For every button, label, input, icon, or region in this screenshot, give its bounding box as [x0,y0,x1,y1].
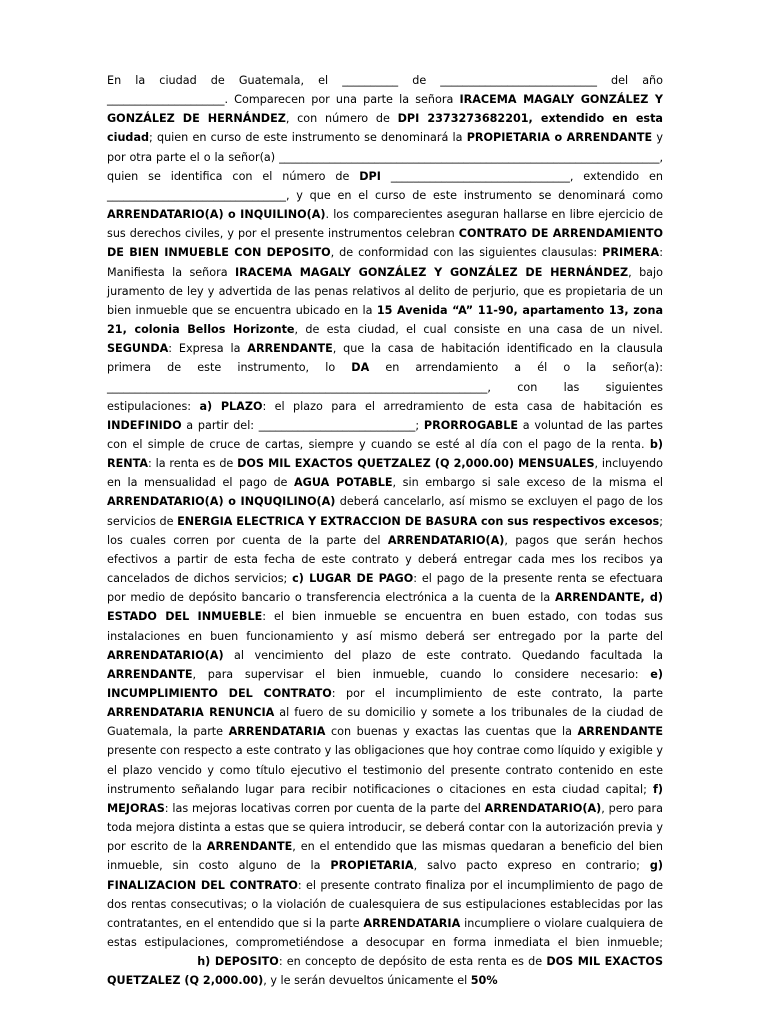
text-run: al vencimiento del plazo de este contrato. Quedando facultada la [223,648,663,662]
text-run: , incluyendo en la mensualidad el pago de [107,457,664,490]
bold-text-run: IRACEMA MAGALY GONZÁLEZ Y GONZÁLEZ DE HERNÁNDEZ [107,93,664,126]
bold-text-run: 15 Avenida “A” 11-90, apartamento 13, zona 21, colonia Bellos Horizonte [107,303,663,337]
bold-text-run: ARRENDANTE [247,342,333,356]
text-run: a voluntad de las partes con el simple de cruce de cartas, siempre y cuando se esté al día con el pago de la renta. [107,418,663,451]
bold-text-run: ARRENDATARIO(A) o INQUQILINO(A) [107,495,336,509]
text-run: : por el incumplimiento de este contrato, la parte [331,687,663,700]
text-run: , para supervisar el bien inmueble, cuando lo considere necesario: [192,667,651,681]
bold-text-run: ARRENDANTE [577,725,663,739]
bold-text-run: ENERGIA ELECTRICA Y EXTRACCION DE BASURA con sus respectivos excesos [177,514,660,528]
bold-text-run: PROPIETARIA o ARRENDANTE [466,131,653,145]
bold-text-run: ARRENDATARIA RENUNCIA [107,706,275,720]
text-run: : el pago de la presente renta se efectuara por medio de depósito bancario o transferencia electrónica a la cuenta de la [107,572,664,605]
text-run: : las mejoras locativas corren por cuenta de la parte del [164,801,485,815]
text-run: , en el entendido que las mismas quedaran a beneficio del bien inmueble, sin costo alguno de la [107,840,663,873]
text-run: a partir del: ____________________________; [181,418,424,432]
bold-text-run: ARRENDANTE [206,840,293,854]
text-run: en arrendamiento a él o la señor(a): ____________________________________________________________________, con las siguientes estipulaciones: [107,361,663,413]
bold-text-run: INDEFINIDO [107,418,182,432]
bold-text-run: SEGUNDA [107,342,169,356]
text-run: : el bien inmueble se encuentra en buen estado, con todas sus instalaciones en buen funcionamiento y así mismo deberá ser entregado por la parte del [107,610,663,643]
text-run: , con número de [285,112,398,126]
text-run: : Manifiesta la señora [107,246,663,279]
bold-text-run: DOS MIL EXACTOS QUETZALEZ (Q 2,000.00) [107,955,664,988]
text-run: , pagos que serán hechos efectivos a partir de esta fecha de este contrato y deberá entregar cada mes los recibos ya cancelados de dichos servicios; [107,533,663,586]
bold-text-run: ARRENDATARIO(A) o INQUILINO(A) [107,208,326,222]
text-run: ; los cuales corren por cuenta de la parte del [107,514,663,547]
bold-text-run: ARRENDATARIO(A) [107,648,224,662]
bold-text-run: f) MEJORAS [107,782,663,815]
bold-text-run: DA [351,361,370,375]
text-run: . los comparecientes aseguran hallarse en libre ejercicio de sus derechos civiles, y por el presente instrumentos celebran [107,208,663,241]
text-run: ________________________________, extendido en ________________________________, y que en el curso de este instrumento se denominará como [107,169,663,202]
text-run: al fuero de su domicilio y somete a los tribunales de la ciudad de Guatemala, la parte [107,706,663,739]
text-run: presente con respecto a este contrato y las obligaciones que hoy contrae como líquido y exigible y el plazo vencido y como título ejecutivo el testimonio del presente contrato contenido en este instrumento señalando lugar para recibir notificaciones o citaciones en esta ciudad capital; [107,744,663,796]
bold-text-run: PRORROGABLE [423,418,519,432]
text-run: , de conformidad con las siguientes clausulas: [330,246,603,260]
text-run: , sin embargo si sale exceso de la misma el [392,476,664,490]
text-run: : el presente contrato finaliza por el incumplimiento de pago de dos rentas consecutivas; o la violación de cualesquiera de sus estipulaciones establecidas por las contratantes, en el entendido que si la parte [107,878,663,930]
bold-text-run: e) INCUMPLIMIENTO DEL CONTRATO [107,667,663,700]
text-run: , pero para toda mejora distinta a estas que se quiera introducir, se deberá contar con la autorización previa y por escrito de la [107,801,663,854]
bold-text-run: DOS MIL EXACTOS QUETZALEZ (Q 2,000.00) MENSUALES [237,457,595,471]
bold-text-run: h) DEPOSITO [197,955,279,969]
text-run: con buenas y exactas las cuentas que la [325,725,578,739]
bold-text-run: 50% [470,974,498,988]
bold-text-run: ARRENDANTE [107,667,193,681]
bold-text-run: CONTRATO DE ARRENDAMIENTO DE BIEN INMUEBLE CON DEPOSITO [107,227,664,260]
text-run: deberá cancelarlo, así mismo se excluyen el pago de los servicios de [107,495,663,528]
bold-text-run: PRIMERA [602,246,660,260]
bold-text-run: b) RENTA [107,437,663,471]
bold-text-run: g) FINALIZACION DEL CONTRATO [107,859,663,892]
text-run: , salvo pacto expreso en contrario; [413,859,650,873]
bold-text-run: ARRENDATARIA [228,725,326,739]
bold-text-run: a) PLAZO [199,399,263,413]
text-run: , y le serán devueltos únicamente el [263,974,471,988]
text-run: , bajo juramento de ley y advertida de las penas relativos al delito de perjurio, que es propietaria de un bien inmueble que se encuentra ubicado en la [107,265,663,317]
text-run: incumpliere o violare cualquiera de estas estipulaciones, comprometiéndose a desocupar en forma inmediata el bien inmueble; [107,916,663,950]
text-run: ; quien en curso de este instrumento se denominará la [149,131,467,145]
bold-text-run: DPI 2373273682201, extendido en esta ciudad [107,112,663,145]
text-run: : el plazo para el arredramiento de esta casa de habitación es [262,399,664,413]
bold-text-run: c) LUGAR DE PAGO [292,572,414,586]
text-run: y por otra parte el o la señor(a) ____________________________________________________________________, quien se identifica con el número de [107,131,663,183]
bold-text-run: IRACEMA MAGALY GONZÁLEZ Y GONZÁLEZ DE HERNÁNDEZ [234,265,629,279]
bold-text-run: ARRENDATARIO(A) [387,533,505,547]
bold-text-run: ARRENDANTE, d) ESTADO DEL INMUEBLE [107,591,663,624]
text-run: En la ciudad de Guatemala, el __________ de ____________________________ del año _____________________. Comparecen por una parte la señora [107,74,663,107]
bold-text-run: ARRENDATARIO(A) [484,801,602,815]
bold-text-run: ARRENDATARIA [363,916,461,930]
text-run: , de esta ciudad, el cual consiste en una casa de un nivel. [294,323,663,337]
text-run: : la renta es de [148,457,238,471]
text-run: : en concepto de depósito de esta renta es de [278,955,547,969]
bold-text-run: DPI [359,169,381,183]
contract-body [107,71,663,991]
text-run: , que la casa de habitación identificado en la clausula primera de este instrumento, lo [107,342,663,375]
bold-text-run: AGUA POTABLE [293,476,393,490]
bold-text-run: PROPIETARIA [330,859,414,873]
text-run: : Expresa la [168,342,248,356]
